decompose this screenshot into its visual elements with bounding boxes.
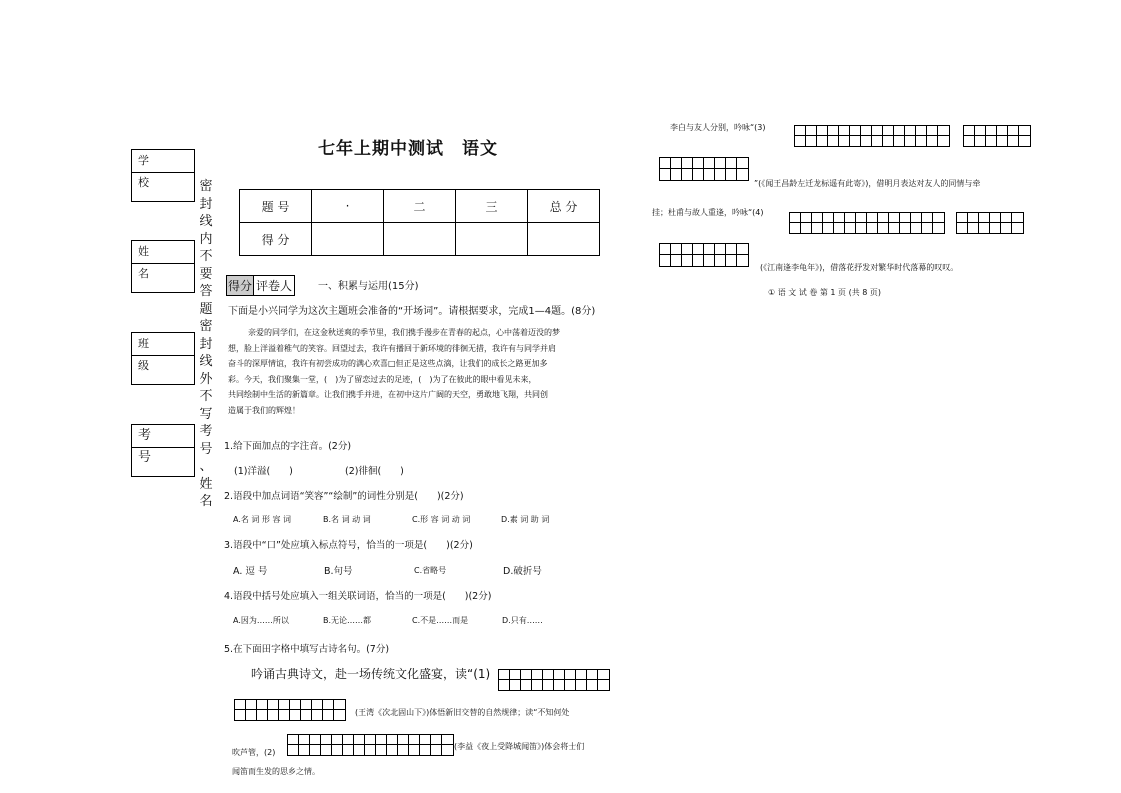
answer-grid-3-continued[interactable]	[659, 157, 749, 181]
grid-cell[interactable]	[354, 735, 365, 745]
grid-cell[interactable]	[878, 223, 889, 233]
score-table-cell[interactable]	[528, 223, 600, 256]
passage	[228, 325, 628, 418]
seal-line-char: 不	[199, 249, 213, 264]
grid-cell[interactable]	[554, 680, 565, 690]
grid-cell[interactable]	[323, 700, 334, 710]
answer-grid-3[interactable]	[794, 125, 950, 147]
grid-cell[interactable]	[1012, 223, 1023, 233]
grid-cell[interactable]	[587, 670, 598, 680]
seal-line-char: 号	[199, 441, 213, 457]
grid-cell[interactable]	[543, 670, 554, 680]
grid-cell[interactable]	[795, 136, 806, 146]
grid-cell[interactable]	[704, 158, 715, 169]
passage-line: 造属于我们的辉煌！	[228, 405, 300, 415]
score-table-cell[interactable]	[384, 223, 456, 256]
intro-text: 下面是小兴同学为这次主题班会准备的“开场词”。请根据要求，完成1—4题。(8分)	[228, 306, 596, 317]
grid-cell[interactable]	[990, 213, 1001, 223]
grid-cell[interactable]	[499, 670, 510, 680]
question-2-stem: 2.语段中加点词语“笑容”“绘制”的词性分别是( )(2分)	[224, 491, 464, 502]
grid-cell[interactable]	[911, 213, 922, 223]
name-field	[131, 240, 195, 293]
grid-cell[interactable]	[812, 223, 823, 233]
grid-cell[interactable]	[323, 710, 334, 720]
grid-cell[interactable]	[704, 244, 715, 255]
grid-cell[interactable]	[279, 710, 290, 720]
score-table-cell: 得 分	[240, 223, 312, 256]
grid-cell[interactable]	[442, 735, 453, 745]
passage-line: 奋斗的深厚情谊，我许有初尝成功的满心欢喜□但正是这些点滴，让我们的成长之路更加多	[228, 359, 548, 368]
grid-cell[interactable]	[510, 670, 521, 680]
grid-cell[interactable]	[682, 169, 693, 180]
grid-cell[interactable]	[957, 223, 968, 233]
right-line-1: 李白与友人分别，吟咏“(3)	[670, 123, 766, 132]
grid-cell[interactable]	[693, 244, 704, 255]
grid-cell[interactable]	[900, 223, 911, 233]
question-5-line-3-suffix: (李益《夜上受降城闻笛》)体会将士们	[454, 742, 585, 751]
school-label: 学 校	[132, 150, 194, 173]
grid-cell[interactable]	[671, 255, 682, 266]
grid-cell[interactable]	[431, 735, 442, 745]
grid-cell[interactable]	[409, 745, 420, 755]
school-field	[131, 149, 195, 202]
grid-cell[interactable]	[812, 213, 823, 223]
grid-cell[interactable]	[997, 136, 1008, 146]
grid-cell[interactable]	[693, 158, 704, 169]
passage-line: 想，脸上洋溢着稚气的笑容。回望过去，我许有播回于新环境的徘徊无措，我许有与同学并肩	[228, 343, 556, 353]
grid-cell[interactable]	[365, 735, 376, 745]
seal-line-char: 外	[199, 371, 213, 387]
score-table-cell: 总 分	[528, 190, 600, 223]
seal-line-char: 写	[199, 406, 213, 422]
seal-line-char: 、	[199, 459, 213, 474]
passage-line: 亲爱的同学们，在这金秋送爽的季节里，我们携手漫步在青春的起点，心中荡着迈没的梦	[248, 328, 560, 337]
seal-line-char: 密	[199, 319, 213, 334]
grid-cell[interactable]	[693, 255, 704, 266]
seal-line-notice	[198, 178, 214, 511]
grid-cell[interactable]	[704, 255, 715, 266]
grid-cell[interactable]	[979, 223, 990, 233]
grid-cell[interactable]	[398, 735, 409, 745]
grid-cell[interactable]	[693, 169, 704, 180]
grid-cell[interactable]	[726, 255, 737, 266]
grid-cell[interactable]	[817, 126, 828, 136]
grid-cell[interactable]	[565, 670, 576, 680]
answer-grid-1[interactable]	[498, 669, 610, 691]
question-2-option-b[interactable]: B.名 词 动 词	[323, 515, 371, 524]
grid-cell[interactable]	[850, 136, 861, 146]
grid-cell[interactable]	[964, 126, 975, 136]
grid-cell[interactable]	[532, 670, 543, 680]
grid-cell[interactable]	[889, 213, 900, 223]
answer-grid-4b[interactable]	[956, 212, 1024, 234]
grid-cell[interactable]	[398, 745, 409, 755]
seal-line-char: 题	[199, 301, 213, 317]
grid-cell[interactable]	[343, 745, 354, 755]
grid-cell[interactable]	[737, 158, 748, 169]
question-5-line-3-prefix: 吹芦管，(2)	[232, 748, 276, 757]
grid-cell[interactable]	[861, 126, 872, 136]
passage-line: 共同绘制中生活的新篇章。让我们携手并进，在初中这片广阔的天空，勇敢地飞翔，共同创	[228, 390, 548, 399]
question-4-option-d[interactable]: D.只有……	[502, 616, 543, 625]
score-table-cell: 三	[456, 190, 528, 223]
grid-cell[interactable]	[554, 670, 565, 680]
grid-cell[interactable]	[543, 680, 554, 690]
grid-cell[interactable]	[975, 136, 986, 146]
grid-cell[interactable]	[883, 136, 894, 146]
grid-cell[interactable]	[834, 213, 845, 223]
grid-cell[interactable]	[933, 223, 944, 233]
grid-cell[interactable]	[975, 126, 986, 136]
grid-cell[interactable]	[310, 735, 321, 745]
grid-cell[interactable]	[246, 710, 257, 720]
grid-cell[interactable]	[290, 710, 301, 720]
grid-cell[interactable]	[715, 158, 726, 169]
grid-cell[interactable]	[927, 126, 938, 136]
grid-cell[interactable]	[1008, 126, 1019, 136]
scorer-box	[226, 275, 295, 296]
answer-grid-3b[interactable]	[963, 125, 1031, 147]
question-5-line-1: 吟诵古典诗文，赴一场传统文化盛宴，读“(1)	[251, 667, 491, 681]
grid-cell[interactable]	[299, 745, 310, 755]
exam-number-label: 考 号	[132, 425, 194, 448]
grid-cell[interactable]	[376, 745, 387, 755]
grid-cell[interactable]	[997, 126, 1008, 136]
grid-cell[interactable]	[715, 169, 726, 180]
grid-cell[interactable]	[671, 158, 682, 169]
grid-cell[interactable]	[715, 244, 726, 255]
score-table-cell: 题 号	[240, 190, 312, 223]
grid-cell[interactable]	[790, 213, 801, 223]
grid-cell[interactable]	[894, 136, 905, 146]
grid-cell[interactable]	[387, 735, 398, 745]
question-4-option-a[interactable]: A.因为……所以	[233, 616, 289, 625]
scorer-score-label: 得分	[226, 275, 254, 296]
grid-cell[interactable]	[312, 710, 323, 720]
question-1-a: (1)洋溢( )	[234, 466, 293, 477]
seal-line-char: 内	[199, 231, 213, 247]
grid-cell[interactable]	[828, 136, 839, 146]
grid-cell[interactable]	[801, 223, 812, 233]
grid-cell[interactable]	[867, 213, 878, 223]
score-table-cell: 二	[384, 190, 456, 223]
class-field	[131, 332, 195, 385]
grid-cell[interactable]	[878, 213, 889, 223]
grid-cell[interactable]	[905, 136, 916, 146]
grid-cell[interactable]	[839, 136, 850, 146]
grid-cell[interactable]	[332, 735, 343, 745]
grid-cell[interactable]	[922, 213, 933, 223]
grid-cell[interactable]	[312, 700, 323, 710]
grid-cell[interactable]	[660, 255, 671, 266]
grid-cell[interactable]	[301, 700, 312, 710]
grid-cell[interactable]	[861, 136, 872, 146]
grid-cell[interactable]	[660, 158, 671, 169]
grid-cell[interactable]	[883, 126, 894, 136]
grid-cell[interactable]	[409, 735, 420, 745]
seal-line-char: 封	[199, 196, 213, 212]
grid-cell[interactable]	[682, 158, 693, 169]
grid-cell[interactable]	[521, 670, 532, 680]
grid-cell[interactable]	[235, 700, 246, 710]
grid-cell[interactable]	[894, 126, 905, 136]
grid-cell[interactable]	[1012, 213, 1023, 223]
seal-line-char: 要	[199, 266, 213, 282]
answer-grid-1-continued[interactable]	[234, 699, 346, 721]
score-table	[239, 189, 600, 256]
seal-line-char: 线	[199, 354, 213, 369]
grid-cell[interactable]	[420, 735, 431, 745]
score-table-score-row	[240, 223, 600, 256]
question-1-b: (2)徘徊( )	[345, 466, 404, 477]
grid-cell[interactable]	[387, 745, 398, 755]
question-2-option-a[interactable]: A.名 词 形 容 词	[233, 515, 292, 524]
question-4-stem: 4.语段中括号处应填入一组关联词语，恰当的一项是( )(2分)	[224, 591, 492, 602]
answer-grid-2[interactable]	[287, 734, 454, 756]
grid-cell[interactable]	[246, 700, 257, 710]
score-table-cell[interactable]	[456, 223, 528, 256]
score-table-cell: ·	[312, 190, 384, 223]
seal-line-char: 姓	[199, 476, 213, 492]
grid-cell[interactable]	[521, 680, 532, 690]
grid-cell[interactable]	[817, 136, 828, 146]
grid-cell[interactable]	[867, 223, 878, 233]
grid-cell[interactable]	[321, 745, 332, 755]
grid-cell[interactable]	[905, 126, 916, 136]
grid-cell[interactable]	[598, 670, 609, 680]
section-heading: 一、积累与运用(15分)	[318, 281, 419, 292]
grid-cell[interactable]	[299, 735, 310, 745]
grid-cell[interactable]	[726, 169, 737, 180]
grid-cell[interactable]	[850, 126, 861, 136]
grid-cell[interactable]	[268, 700, 279, 710]
seal-line-char: 答	[199, 284, 213, 299]
grid-cell[interactable]	[845, 213, 856, 223]
grid-cell[interactable]	[1001, 223, 1012, 233]
grid-cell[interactable]	[990, 223, 1001, 233]
grid-cell[interactable]	[334, 710, 345, 720]
grid-cell[interactable]	[576, 680, 587, 690]
grid-cell[interactable]	[916, 126, 927, 136]
passage-line: 彩。今天，我们聚集一堂，( )为了留恋过去的足迹，( )为了在彼此的眼中看见未来，	[228, 374, 537, 384]
grid-cell[interactable]	[737, 255, 748, 266]
question-2-option-d[interactable]: D.素 词 助 词	[501, 515, 550, 524]
grid-cell[interactable]	[288, 735, 299, 745]
grid-cell[interactable]	[587, 680, 598, 690]
grid-cell[interactable]	[856, 223, 867, 233]
question-3-option-c[interactable]: C.省略号	[414, 566, 447, 575]
grid-cell[interactable]	[321, 735, 332, 745]
grid-cell[interactable]	[856, 213, 867, 223]
grid-cell[interactable]	[806, 126, 817, 136]
question-5-stem: 5.在下面田字格中填写古诗名句。(7分)	[224, 644, 390, 655]
grid-cell[interactable]	[872, 136, 883, 146]
grid-cell[interactable]	[968, 223, 979, 233]
score-table-cell[interactable]	[312, 223, 384, 256]
grid-cell[interactable]	[257, 700, 268, 710]
grid-cell[interactable]	[660, 169, 671, 180]
grid-cell[interactable]	[268, 710, 279, 720]
grid-cell[interactable]	[872, 126, 883, 136]
grid-cell[interactable]	[801, 213, 812, 223]
seal-line-char: 封	[199, 336, 213, 352]
grid-cell[interactable]	[795, 126, 806, 136]
grid-cell[interactable]	[927, 136, 938, 146]
class-label: 班 级	[132, 333, 194, 356]
grid-cell[interactable]	[671, 244, 682, 255]
grid-cell[interactable]	[301, 710, 312, 720]
grid-cell[interactable]	[1001, 213, 1012, 223]
grid-cell[interactable]	[834, 223, 845, 233]
grid-cell[interactable]	[442, 745, 453, 755]
right-line-4: (《江南逢李龟年》)，借落花抒发对繁华时代落幕的叹叹。	[760, 263, 959, 272]
scorer-reviewer-label: 评卷人	[254, 275, 295, 296]
grid-cell[interactable]	[938, 136, 949, 146]
question-2-option-c[interactable]: C.形 容 词 动 词	[412, 515, 471, 524]
grid-cell[interactable]	[806, 136, 817, 146]
grid-cell[interactable]	[332, 745, 343, 755]
grid-cell[interactable]	[968, 213, 979, 223]
grid-cell[interactable]	[682, 255, 693, 266]
grid-cell[interactable]	[1019, 126, 1030, 136]
grid-cell[interactable]	[922, 223, 933, 233]
question-1-stem: 1.给下面加点的字注音。(2分)	[224, 441, 352, 452]
grid-cell[interactable]	[510, 680, 521, 690]
grid-cell[interactable]	[660, 244, 671, 255]
grid-cell[interactable]	[823, 213, 834, 223]
grid-cell[interactable]	[933, 213, 944, 223]
grid-cell[interactable]	[431, 745, 442, 755]
question-3-option-d[interactable]: D.破折号	[503, 566, 542, 577]
right-line-2: ”(《闻王昌龄左迁龙标遥有此寄》)，借明月表达对友人的同情与牵	[754, 179, 981, 188]
question-5-line-2: (王湾《次北固山下》)体悟新旧交替的自然规律；读“不知何处	[355, 708, 570, 717]
seal-line-char: 名	[199, 494, 213, 509]
grid-cell[interactable]	[343, 735, 354, 745]
grid-cell[interactable]	[957, 213, 968, 223]
answer-grid-4[interactable]	[789, 212, 945, 234]
grid-cell[interactable]	[598, 680, 609, 690]
grid-cell[interactable]	[790, 223, 801, 233]
grid-cell[interactable]	[828, 126, 839, 136]
grid-cell[interactable]	[726, 158, 737, 169]
grid-cell[interactable]	[1008, 136, 1019, 146]
page-footer: ① 语 文 试 卷 第 1 页 (共 8 页)	[768, 288, 882, 297]
question-4-option-c[interactable]: C.不是……而是	[412, 616, 469, 625]
grid-cell[interactable]	[376, 735, 387, 745]
page-title: 七年上期中测试 语文	[318, 139, 498, 159]
grid-cell[interactable]	[737, 169, 748, 180]
grid-cell[interactable]	[938, 126, 949, 136]
grid-cell[interactable]	[682, 244, 693, 255]
answer-grid-4-continued[interactable]	[659, 243, 749, 267]
grid-cell[interactable]	[900, 213, 911, 223]
seal-line-char: 线	[199, 214, 213, 229]
seal-line-char: 密	[199, 179, 213, 194]
grid-cell[interactable]	[576, 670, 587, 680]
grid-cell[interactable]	[354, 745, 365, 755]
grid-cell[interactable]	[499, 680, 510, 690]
grid-cell[interactable]	[704, 169, 715, 180]
grid-cell[interactable]	[420, 745, 431, 755]
seal-line-char: 不	[199, 389, 213, 404]
grid-cell[interactable]	[290, 700, 301, 710]
grid-cell[interactable]	[715, 255, 726, 266]
exam-number-field	[131, 424, 195, 477]
grid-cell[interactable]	[334, 700, 345, 710]
question-4-option-b[interactable]: B.无论……都	[323, 616, 372, 625]
grid-cell[interactable]	[671, 169, 682, 180]
grid-cell[interactable]	[845, 223, 856, 233]
grid-cell[interactable]	[986, 136, 997, 146]
grid-cell[interactable]	[823, 223, 834, 233]
right-line-3: 挂；杜甫与故人重逢，吟咏“(4)	[652, 208, 764, 217]
grid-cell[interactable]	[979, 213, 990, 223]
grid-cell[interactable]	[726, 244, 737, 255]
grid-cell[interactable]	[279, 700, 290, 710]
question-3-stem: 3.语段中“口”处应填入标点符号，恰当的一项是( )(2分)	[224, 540, 473, 551]
grid-cell[interactable]	[889, 223, 900, 233]
grid-cell[interactable]	[986, 126, 997, 136]
grid-cell[interactable]	[916, 136, 927, 146]
grid-cell[interactable]	[565, 680, 576, 690]
seal-line-char: 考	[199, 424, 213, 439]
grid-cell[interactable]	[1019, 136, 1030, 146]
grid-cell[interactable]	[257, 710, 268, 720]
grid-cell[interactable]	[964, 136, 975, 146]
grid-cell[interactable]	[532, 680, 543, 690]
question-3-option-b[interactable]: B.句号	[324, 566, 353, 577]
grid-cell[interactable]	[911, 223, 922, 233]
score-table-header-row	[240, 190, 600, 223]
grid-cell[interactable]	[235, 710, 246, 720]
grid-cell[interactable]	[365, 745, 376, 755]
grid-cell[interactable]	[737, 244, 748, 255]
question-5-line-4: 闻笛而生发的思乡之情。	[232, 767, 320, 776]
grid-cell[interactable]	[288, 745, 299, 755]
grid-cell[interactable]	[310, 745, 321, 755]
name-label: 姓 名	[132, 241, 194, 264]
question-3-option-a[interactable]: A. 逗 号	[233, 566, 268, 577]
grid-cell[interactable]	[839, 126, 850, 136]
